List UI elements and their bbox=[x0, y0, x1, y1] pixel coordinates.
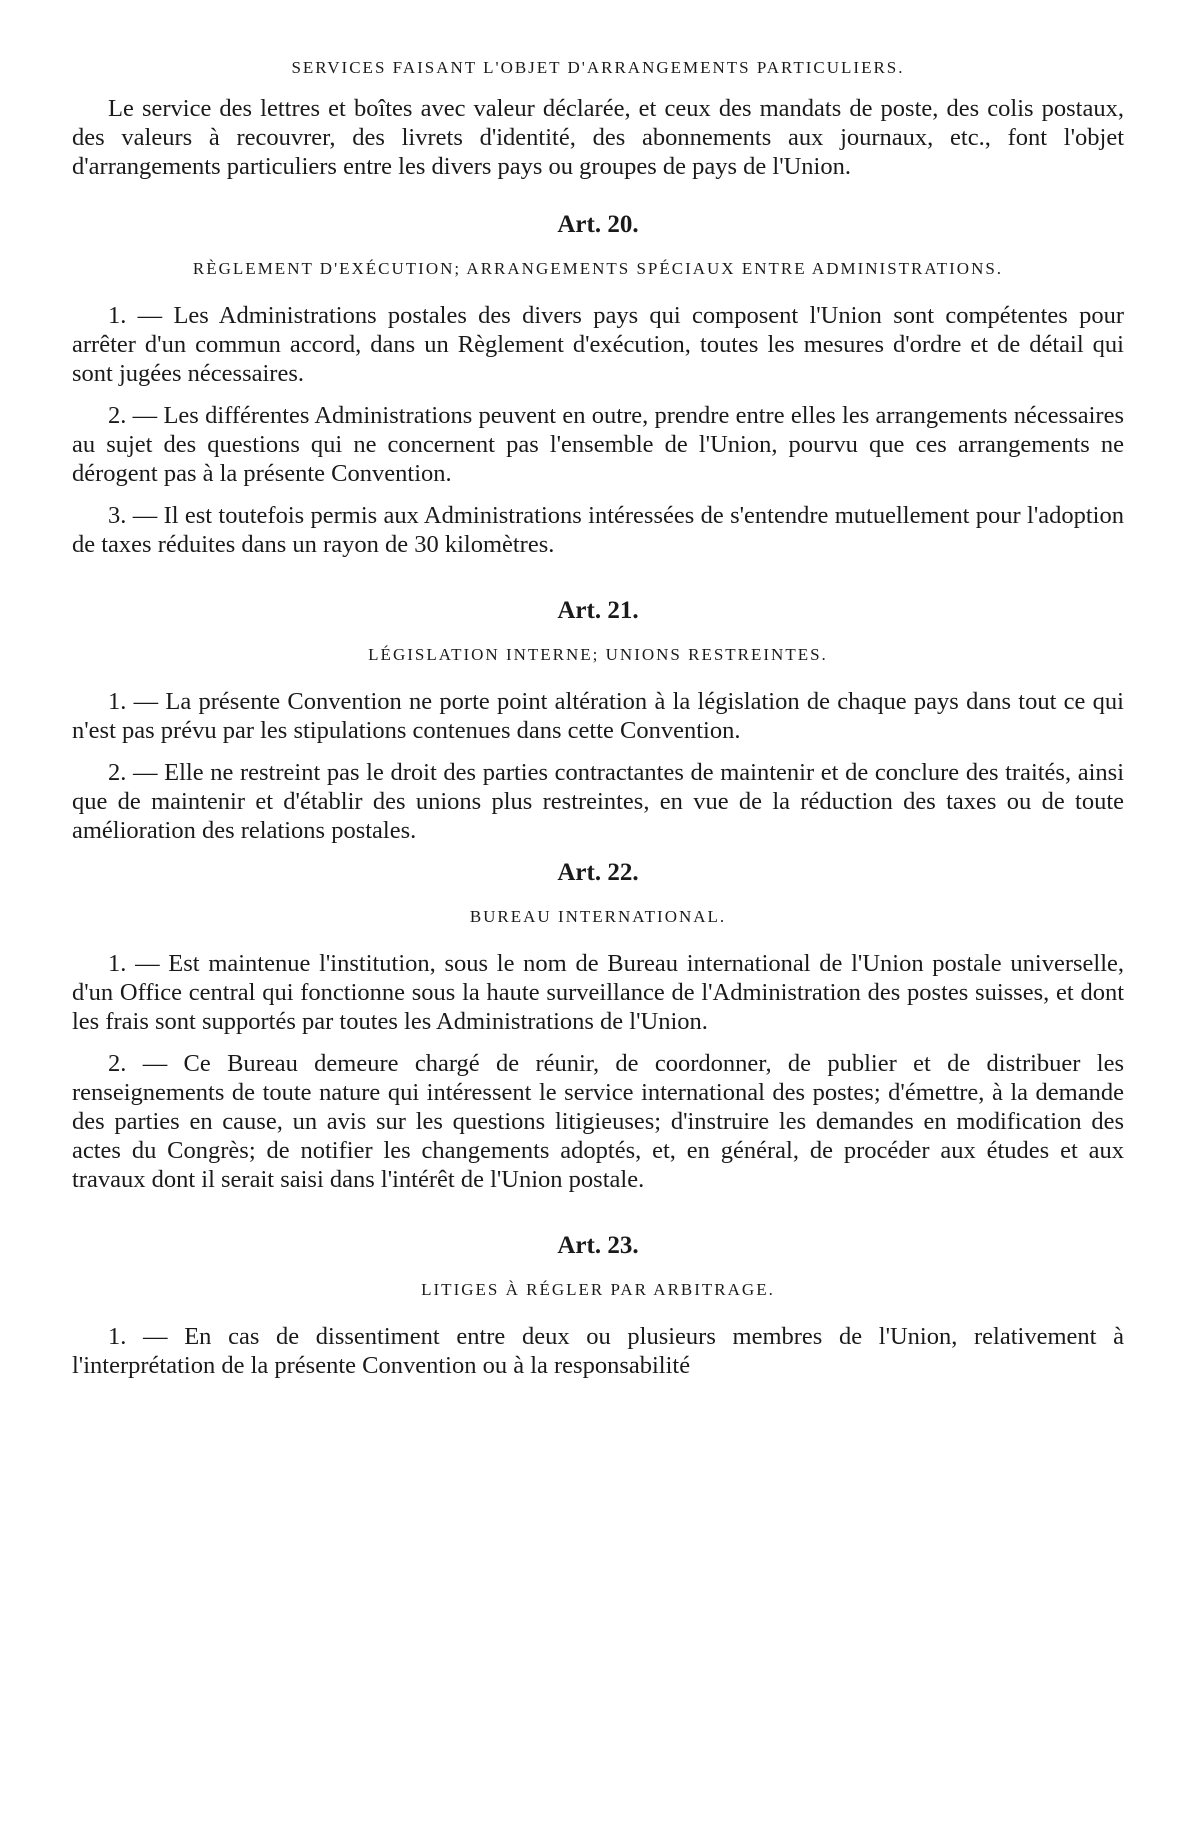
section-heading: SERVICES FAISANT L'OBJET D'ARRANGEMENTS PARTICULIERS. bbox=[291, 58, 905, 77]
article-21-paragraph-1: 1. — La présente Convention ne porte point altération à la législation de chaque pays dans tout ce qui n'est pas prévu par les stipulations contenues dans cette Convention. bbox=[72, 688, 1124, 744]
article-20-paragraph-3: 3. — Il est toutefois permis aux Administrations intéressées de s'entendre mutuellement pour l'adoption de taxes réduites dans un rayon de 30 kilomètres. bbox=[72, 502, 1124, 558]
document-page bbox=[72, 58, 1124, 1393]
article-20-paragraph-1: 1. — Les Administrations postales des divers pays qui composent l'Union sont compétentes pour arrêter d'un commun accord, dans un Règlement d'exécution, toutes les mesures d'ordre et de détail qui sont jugées nécessaires. bbox=[72, 302, 1124, 387]
article-23-subtitle: LITIGES À RÉGLER PAR ARBITRAGE. bbox=[421, 1280, 775, 1299]
article-21-subtitle: LÉGISLATION INTERNE; UNIONS RESTREINTES. bbox=[368, 645, 828, 664]
article-22-subtitle: BUREAU INTERNATIONAL. bbox=[469, 907, 727, 926]
intro-paragraph: Le service des lettres et boîtes avec valeur déclarée, et ceux des mandats de poste, des colis postaux, des valeurs à recouvrer, des livrets d'identité, des abonnements aux journaux, etc., font l'objet d'arrangements particuliers entre les divers pays ou groupes de pays de l'Union. bbox=[72, 95, 1124, 180]
article-20-title: Art. 20. bbox=[557, 211, 639, 238]
article-22-paragraph-2: 2. — Ce Bureau demeure chargé de réunir, de coordonner, de publier et de distribuer les renseignements de toute nature qui intéressent le service international des postes; d'émettre, à la demande des parties en cause, un avis sur les questions litigieuses; d'instruire les demandes en modification des actes du Congrès; de notifier les changements adoptés, et, en général, de procéder aux études et aux travaux dont il serait saisi dans l'intérêt de l'Union postale. bbox=[72, 1050, 1124, 1193]
article-20-subtitle: RÈGLEMENT D'EXÉCUTION; ARRANGEMENTS SPÉCIAUX ENTRE ADMINISTRATIONS. bbox=[192, 259, 1004, 278]
article-23-title: Art. 23. bbox=[557, 1232, 639, 1259]
article-23-paragraph-1: 1. — En cas de dissentiment entre deux ou plusieurs membres de l'Union, relativement à l'interprétation de la présente Convention ou à la responsabilité bbox=[72, 1323, 1124, 1379]
article-20-paragraph-2: 2. — Les différentes Administrations peuvent en outre, prendre entre elles les arrangements nécessaires au sujet des questions qui ne concernent pas l'ensemble de l'Union, pourvu que ces arrangements ne dérogent pas à la présente Convention. bbox=[72, 402, 1124, 487]
article-21-paragraph-2: 2. — Elle ne restreint pas le droit des parties contractantes de maintenir et de conclure des traités, ainsi que de maintenir et d'établir des unions plus restreintes, en vue de la réduction des taxes ou de toute amélioration des relations postales. bbox=[72, 759, 1124, 844]
article-22-paragraph-1: 1. — Est maintenue l'institution, sous le nom de Bureau international de l'Union postale universelle, d'un Office central qui fonctionne sous la haute surveillance de l'Administration des postes suisses, et dont les frais sont supportés par toutes les Administrations de l'Union. bbox=[72, 950, 1124, 1035]
article-21-title: Art. 21. bbox=[557, 597, 639, 624]
article-22-title: Art. 22. bbox=[557, 859, 639, 886]
